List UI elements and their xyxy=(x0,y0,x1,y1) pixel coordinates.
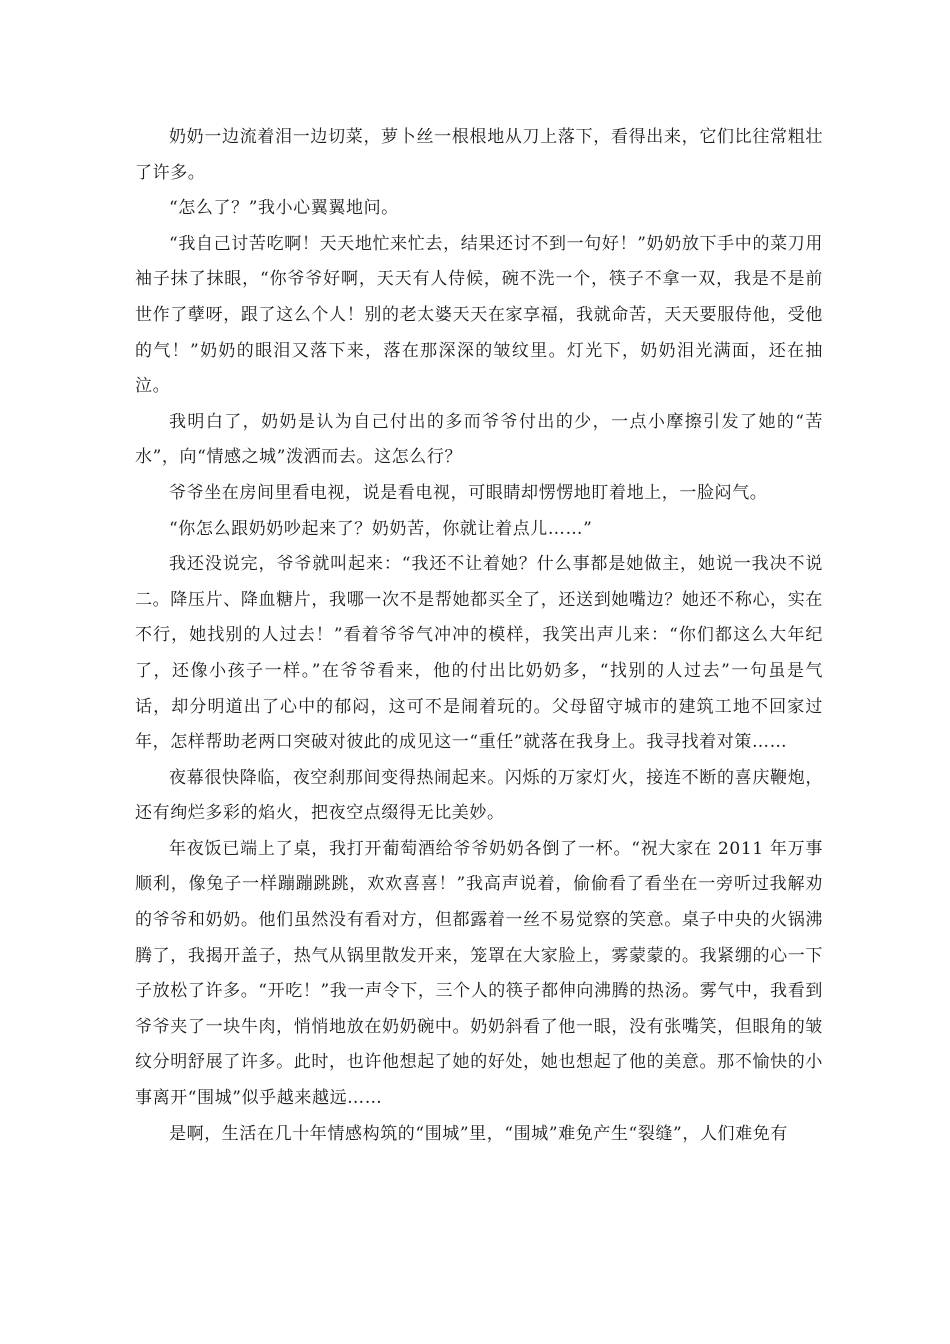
paragraph-4: 我明白了，奶奶是认为自己付出的多而爷爷付出的少，一点小摩擦引发了她的“苦水”，向“情感之城”泼洒而去。这怎么行？ xyxy=(135,411,823,468)
paragraph-5: 爷爷坐在房间里看电视，说是看电视，可眼睛却愣愣地盯着地上，一脸闷气。 xyxy=(169,482,768,503)
paragraph-9: 年夜饭已端上了桌，我打开葡萄酒给爷爷奶奶各倒了一杯。“祝大家在 2011 年万事顺利，像兔子一样蹦蹦跳跳，欢欢喜喜！”我高声说着，偷偷看了看坐在一旁听过我解劝的爷爷和奶奶。他们虽然没有看对方，但都露着一丝不易觉察的笑意。桌子中央的火锅沸腾了，我揭开盖子，热气从锅里散发开来，笼罩在大家脸上，雾蒙蒙的。我紧绷的心一下子放松了许多。“开吃！”我一声令下，三个人的筷子都伸向沸腾的热汤。雾气中，我看到爷爷夹了一块牛肉，悄悄地放在奶奶碗中。奶奶斜看了他一眼，没有张嘴笑，但眼角的皱纹分明舒展了许多。此时，也许他想起了她的好处，她也想起了他的美意。那不愉快的小事离开“围城”似乎越来越远…… xyxy=(135,838,823,1109)
paragraph-2: “怎么了？”我小心翼翼地问。 xyxy=(169,198,399,219)
paragraph-8: 夜幕很快降临，夜空刹那间变得热闹起来。闪烁的万家灯火，接连不断的喜庆鞭炮，还有绚烂多彩的焰火，把夜空点缀得无比美妙。 xyxy=(135,767,823,824)
paragraph-7: 我还没说完，爷爷就叫起来：“我还不让着她？什么事都是她做主，她说一我决不说二。降压片、降血糖片，我哪一次不是帮她都买全了，还送到她嘴边？她还不称心，实在不行，她找别的人过去！”看着爷爷气冲冲的模样，我笑出声儿来：“你们都这么大年纪了，还像小孩子一样。”在爷爷看来，他的付出比奶奶多，“找别的人过去”一句虽是气话，却分明道出了心中的郁闷，这可不是闹着玩的。父母留守城市的建筑工地不回家过年，怎样帮助老两口突破对彼此的成见这一“重任”就落在我身上。我寻找着对策…… xyxy=(135,554,823,753)
paragraph-1: 奶奶一边流着泪一边切菜，萝卜丝一根根地从刀上落下，看得出来，它们比往常粗壮了许多。 xyxy=(135,127,823,183)
paragraph-10: 是啊，生活在几十年情感构筑的“围城”里，“围城”难免产生“裂缝”，人们难免有 xyxy=(169,1123,788,1144)
paragraph-6: “你怎么跟奶奶吵起来了？奶奶苦，你就让着点儿……” xyxy=(169,518,593,539)
article-body xyxy=(135,120,823,1152)
paragraph-3: “我自己讨苦吃啊！天天地忙来忙去，结果还讨不到一句好！”奶奶放下手中的菜刀用袖子抹了抹眼，“你爷爷好啊，天天有人侍候，碗不洗一个，筷子不拿一双，我是不是前世作了孽呀，跟了这么个人！别的老太婆天天在家享福，我就命苦，天天要服侍他，受他的气！”奶奶的眼泪又落下来，落在那深深的皱纹里。灯光下，奶奶泪光满面，还在抽泣。 xyxy=(135,233,823,397)
